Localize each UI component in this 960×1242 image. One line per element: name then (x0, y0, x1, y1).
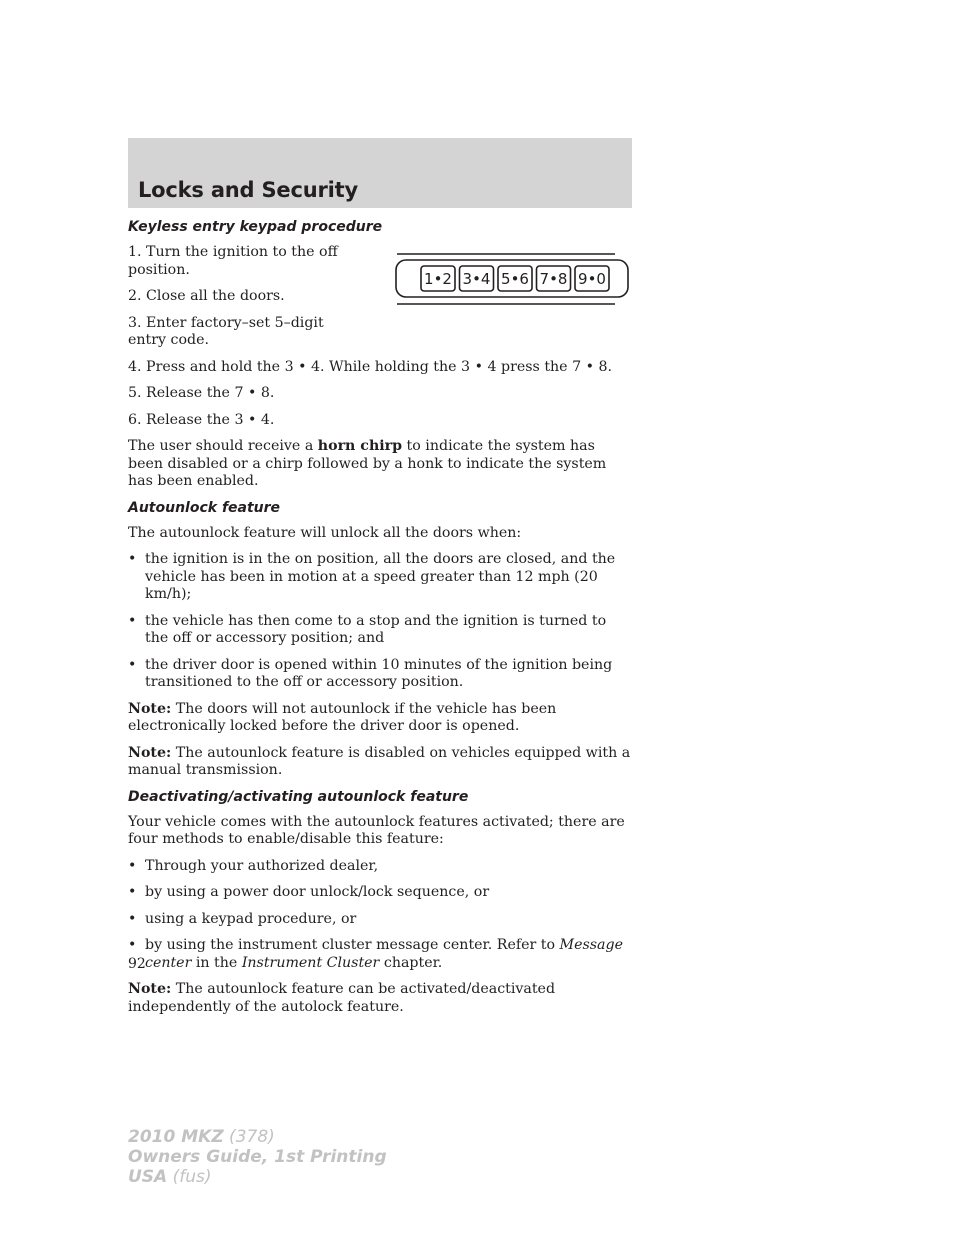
step-3: 3. Enter factory–set 5–digit entry code. (128, 314, 324, 348)
bullet-dot: • (128, 612, 137, 629)
keyless-entry-heading: Keyless entry keypad procedure (128, 219, 383, 235)
step-5: 5. Release the 7 • 8. (128, 385, 275, 401)
horn-chirp-post: to indicate the system has been disabled or a chirp followed by a honk to indicate the system has been enabled. (128, 438, 607, 489)
bullet-dot: • (128, 884, 137, 900)
autounlock-note-2 (128, 745, 633, 780)
chapter-header-band (128, 138, 632, 208)
bullet-dot: • (128, 937, 137, 953)
autounlock-note-1 (128, 701, 633, 736)
keypad-key-label: 9•0 (578, 270, 606, 288)
footer-guide: Owners Guide, 1st Printing (128, 1147, 387, 1167)
horn-chirp-term: horn chirp (317, 438, 403, 454)
bullet-text: by using a power door unlock/lock sequence, or (145, 884, 490, 900)
autounlock-intro: The autounlock feature will unlock all the doors when: (128, 524, 522, 541)
bullet-text (145, 937, 633, 972)
deactivating-heading: Deactivating/activating autounlock feature (128, 788, 469, 805)
autounlock-bullet-3 (128, 657, 633, 692)
bullet-dot: • (128, 910, 137, 927)
note-text: The autounlock feature can be activated/deactivated independently of the autolock feature. (128, 981, 556, 1015)
autounlock-bullet-2 (128, 613, 633, 648)
bullet4-post: chapter. (379, 954, 443, 971)
bullet-text: Through your authorized dealer, (145, 857, 379, 874)
note-label: Note: (128, 700, 172, 717)
page-content (128, 219, 633, 1025)
keypad-key-label: 7•8 (539, 270, 568, 288)
step-1: 1. Turn the ignition to the off position. (128, 244, 338, 278)
bullet4-pre: by using the instrument cluster message center. Refer to (145, 937, 560, 953)
autounlock-heading: Autounlock feature (128, 499, 281, 516)
keypad-key-label: 3•4 (462, 270, 491, 288)
bullet-dot: • (128, 656, 137, 673)
note-text: The autounlock feature is disabled on vehicles equipped with a manual transmission. (128, 744, 631, 778)
step-4: 4. Press and hold the 3 • 4. While holding the 3 • 4 press the 7 • 8. (128, 358, 613, 375)
bullet-text: the ignition is in the on position, all the doors are closed, and the vehicle has been in motion at a speed greater than 12 mph (20 km/h); (145, 551, 616, 602)
footer-model-code: (378) (223, 1127, 275, 1147)
bullet-dot: • (128, 857, 137, 874)
footer-market-code: (fus) (167, 1167, 212, 1187)
page-number: 92 (128, 956, 146, 972)
method-bullet-3 (128, 911, 633, 929)
bullet4-mid: in the (191, 954, 242, 971)
bullet-text: using a keypad procedure, or (145, 910, 357, 927)
message-center-ref: Message center (145, 937, 623, 971)
footer-model: 2010 MKZ (128, 1127, 224, 1147)
print-footer (128, 1127, 387, 1187)
method-bullet-2 (128, 884, 633, 902)
note-label: Note: (128, 981, 172, 997)
step-6: 6. Release the 3 • 4. (128, 411, 275, 428)
horn-chirp-paragraph (128, 438, 633, 491)
bullet-dot: • (128, 551, 137, 567)
keypad-key-label: 1•2 (424, 270, 452, 288)
note-text: The doors will not autounlock if the vehicle has been electronically locked before the driver door is opened. (128, 700, 557, 734)
chapter-title: Locks and Security (138, 178, 358, 202)
note-label: Note: (128, 744, 172, 761)
autounlock-bullet-1 (128, 551, 633, 604)
footer-market: USA (128, 1167, 168, 1187)
method-bullet-1 (128, 858, 633, 876)
deactivating-note (128, 981, 633, 1016)
keypad-key-label: 5•6 (501, 270, 529, 288)
horn-chirp-pre: The user should receive a (128, 438, 318, 454)
instrument-cluster-ref: Instrument Cluster (241, 954, 380, 971)
bullet-text: the vehicle has then come to a stop and the ignition is turned to the off or accessory position; and (145, 612, 607, 646)
bullet-text: the driver door is opened within 10 minutes of the ignition being transitioned to the off or accessory position. (145, 656, 613, 690)
step-2: 2. Close all the doors. (128, 288, 285, 304)
deactivating-intro: Your vehicle comes with the autounlock features activated; there are four methods to enable/disable this feature: (128, 813, 625, 847)
method-bullet-4 (128, 937, 633, 972)
